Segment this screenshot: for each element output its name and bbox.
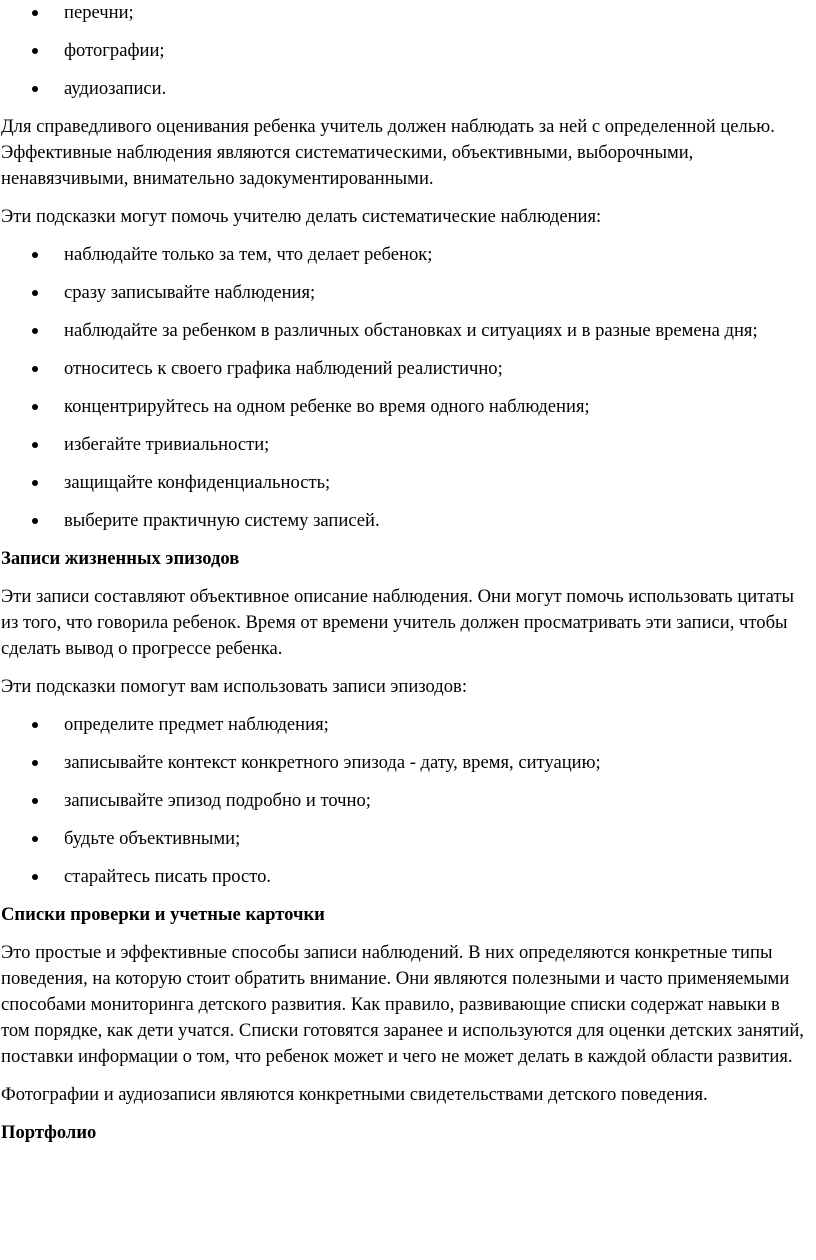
list-item: выберите практичную систему записей. (1, 508, 816, 534)
section-heading: Списки проверки и учетные карточки (1, 904, 325, 925)
section-heading: Портфолио (1, 1122, 97, 1143)
bullet-icon (32, 442, 38, 448)
paragraph: Фотографии и аудиозаписи являются конкретными свидетельствами детского поведения. (1, 1084, 708, 1105)
list-item: старайтесь писать просто. (1, 864, 816, 890)
list-item: защищайте конфиденциальность; (1, 470, 816, 496)
bullet-icon (32, 328, 38, 334)
bullet-icon (32, 48, 38, 54)
list-item: относитесь к своего графика наблюдений реалистично; (1, 356, 816, 382)
paragraph: Эти записи составляют объективное описание наблюдения. Они могут помочь использовать цитаты из того, что говорила ребенок. Время от времени учитель должен просматривать эти записи, чтобы сделать вывод о прогрессе ребенка. (1, 586, 794, 659)
bullet-icon (32, 404, 38, 410)
bullet-icon (32, 10, 38, 16)
list-item: определите предмет наблюдения; (1, 712, 816, 738)
list-item: концентрируйтесь на одном ребенке во время одного наблюдения; (1, 394, 816, 420)
bullet-icon (32, 366, 38, 372)
bullet-icon (32, 518, 38, 524)
list-item: наблюдайте только за тем, что делает ребенок; (1, 242, 816, 268)
bullet-icon (32, 86, 38, 92)
bullet-icon (32, 760, 38, 766)
bullet-icon (32, 290, 38, 296)
list-item: будьте объективными; (1, 826, 816, 852)
bullet-icon (32, 480, 38, 486)
bullet-icon (32, 722, 38, 728)
list-observation-tips (1, 242, 816, 534)
bullet-icon (32, 252, 38, 258)
paragraph: Это простые и эффективные способы записи наблюдений. В них определяются конкретные типы поведения, на которую стоит обратить внимание. Они являются полезными и часто применяемыми способами мониторинга детского развития. Как правило, развивающие списки содержат навыки в том порядке, как дети учатся. Списки готовятся заранее и используются для оценки детских занятий, поставки информации о том, что ребенок может и чего не может делать в каждой области развития. (1, 942, 804, 1067)
bullet-icon (32, 836, 38, 842)
list-item: фотографии; (1, 38, 816, 64)
bullet-icon (32, 874, 38, 880)
list-episode-tips (1, 712, 816, 890)
paragraph: Для справедливого оценивания ребенка учитель должен наблюдать за ней с определенной целью. Эффективные наблюдения являются систематическими, объективными, выборочными, ненавязчивыми, внимательно задокументированными. (1, 116, 775, 189)
list-materials (1, 0, 816, 102)
list-item: сразу записывайте наблюдения; (1, 280, 816, 306)
list-item: записывайте контекст конкретного эпизода - дату, время, ситуацию; (1, 750, 816, 776)
paragraph: Эти подсказки могут помочь учителю делать систематические наблюдения: (1, 206, 602, 227)
list-item: записывайте эпизод подробно и точно; (1, 788, 816, 814)
section-heading: Записи жизненных эпизодов (1, 548, 240, 569)
bullet-icon (32, 798, 38, 804)
paragraph: Эти подсказки помогут вам использовать записи эпизодов: (1, 676, 468, 697)
list-item: наблюдайте за ребенком в различных обстановках и ситуациях и в разные времена дня; (1, 318, 816, 344)
list-item: аудиозаписи. (1, 76, 816, 102)
list-item: перечни; (1, 0, 816, 26)
list-item: избегайте тривиальности; (1, 432, 816, 458)
